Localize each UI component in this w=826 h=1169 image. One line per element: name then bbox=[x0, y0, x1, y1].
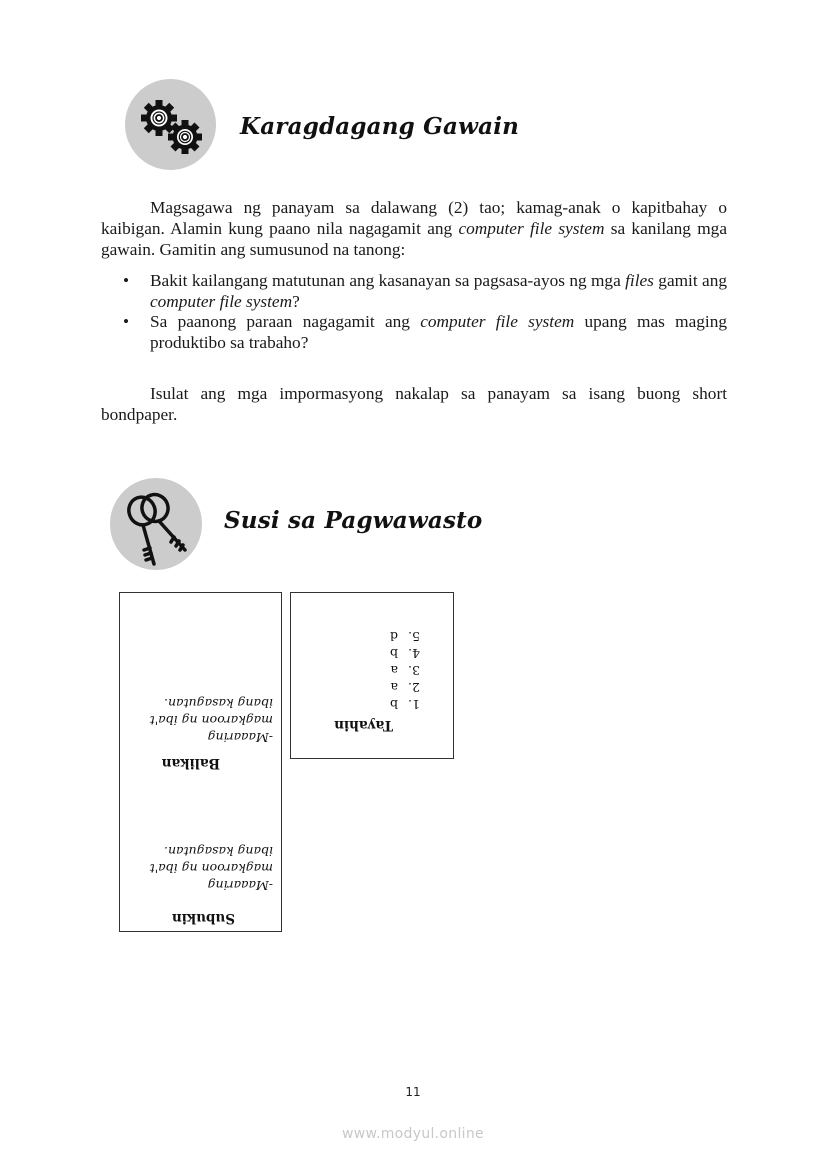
subukin-answer bbox=[150, 843, 273, 894]
gear-large bbox=[141, 100, 177, 136]
item-number: 3. bbox=[408, 663, 420, 678]
answer-item bbox=[390, 645, 420, 662]
bullet-icon: • bbox=[123, 271, 130, 290]
paragraph-text: sa kanilang mga gawain. Gamitin ang sumusunod na tanong: bbox=[101, 219, 727, 259]
answer-key-box-subukin-balikan bbox=[119, 592, 282, 932]
item-answer: b bbox=[389, 697, 398, 712]
answer-line: -Maaaring bbox=[207, 878, 273, 893]
paragraph-italic-term: computer file system bbox=[458, 219, 605, 238]
answer-line: ibang kasagutan. bbox=[164, 844, 273, 859]
question-text: gamit ang bbox=[653, 271, 727, 290]
rotated-content bbox=[120, 593, 281, 931]
gears-icon bbox=[125, 79, 216, 170]
question-italic-term: computer file system bbox=[150, 291, 293, 311]
question-italic-term: computer file system bbox=[420, 312, 575, 331]
balikan-answer bbox=[150, 695, 273, 746]
paragraph-text: Magsagawa ng panayam sa dalawang (2) tao; kamag-anak o kapitbahay o kaibigan. Alamin kung paano nila nagagamit ang bbox=[101, 198, 727, 238]
question-text: upang mas maging produktibo sa trabaho? bbox=[150, 312, 727, 352]
question-text: Bakit kailangang matutunan ang kasanayan sa pagsasa-ayos ng mga bbox=[150, 271, 626, 290]
instructions-paragraph bbox=[101, 197, 727, 260]
watermark-link[interactable]: www.modyul.online bbox=[342, 1126, 484, 1142]
section-title-susi-sa-pagwawasto: Susi sa Pagwawasto bbox=[224, 507, 483, 534]
bullet-icon: • bbox=[123, 312, 130, 331]
gear-small bbox=[168, 120, 202, 154]
item-number: 5. bbox=[408, 629, 420, 644]
section-title-karagdagang-gawain: Karagdagang Gawain bbox=[240, 113, 520, 140]
answer-line: magkaroon ng iba't bbox=[149, 861, 273, 876]
item-answer: a bbox=[390, 680, 398, 695]
question-item bbox=[101, 271, 727, 312]
item-answer: a bbox=[390, 663, 398, 678]
item-number: 1. bbox=[408, 697, 420, 712]
question-italic-term: files bbox=[625, 271, 654, 290]
question-text: ? bbox=[292, 291, 300, 311]
item-answer: b bbox=[389, 646, 398, 661]
item-number: 2. bbox=[408, 680, 420, 695]
item-answer: d bbox=[389, 629, 398, 644]
paragraph-text: Isulat ang mga impormasyong nakalap sa panayam sa isang buong short bondpaper. bbox=[101, 384, 727, 424]
answer-line: -Maaaring bbox=[207, 730, 273, 745]
question-item bbox=[101, 312, 727, 353]
subukin-heading: Subukin bbox=[171, 910, 235, 926]
tayahin-heading: Tayahin bbox=[334, 717, 393, 733]
page-number: 11 bbox=[405, 1085, 421, 1099]
rotated-content bbox=[291, 593, 453, 758]
question-text: Sa paanong paraan nagagamit ang bbox=[150, 312, 421, 331]
answer-key-box-tayahin bbox=[290, 592, 454, 759]
closing-paragraph bbox=[101, 383, 727, 425]
answer-item bbox=[390, 696, 420, 713]
keys-icon bbox=[110, 478, 202, 570]
answer-item bbox=[390, 628, 420, 645]
item-number: 4. bbox=[408, 646, 420, 661]
question-list bbox=[101, 271, 727, 353]
answer-item bbox=[390, 662, 420, 679]
answer-item bbox=[390, 679, 420, 696]
tayahin-answer-list bbox=[390, 628, 420, 713]
answer-line: magkaroon ng iba't bbox=[149, 713, 273, 728]
balikan-heading: Balikan bbox=[161, 755, 220, 771]
answer-line: ibang kasagutan. bbox=[164, 696, 273, 711]
